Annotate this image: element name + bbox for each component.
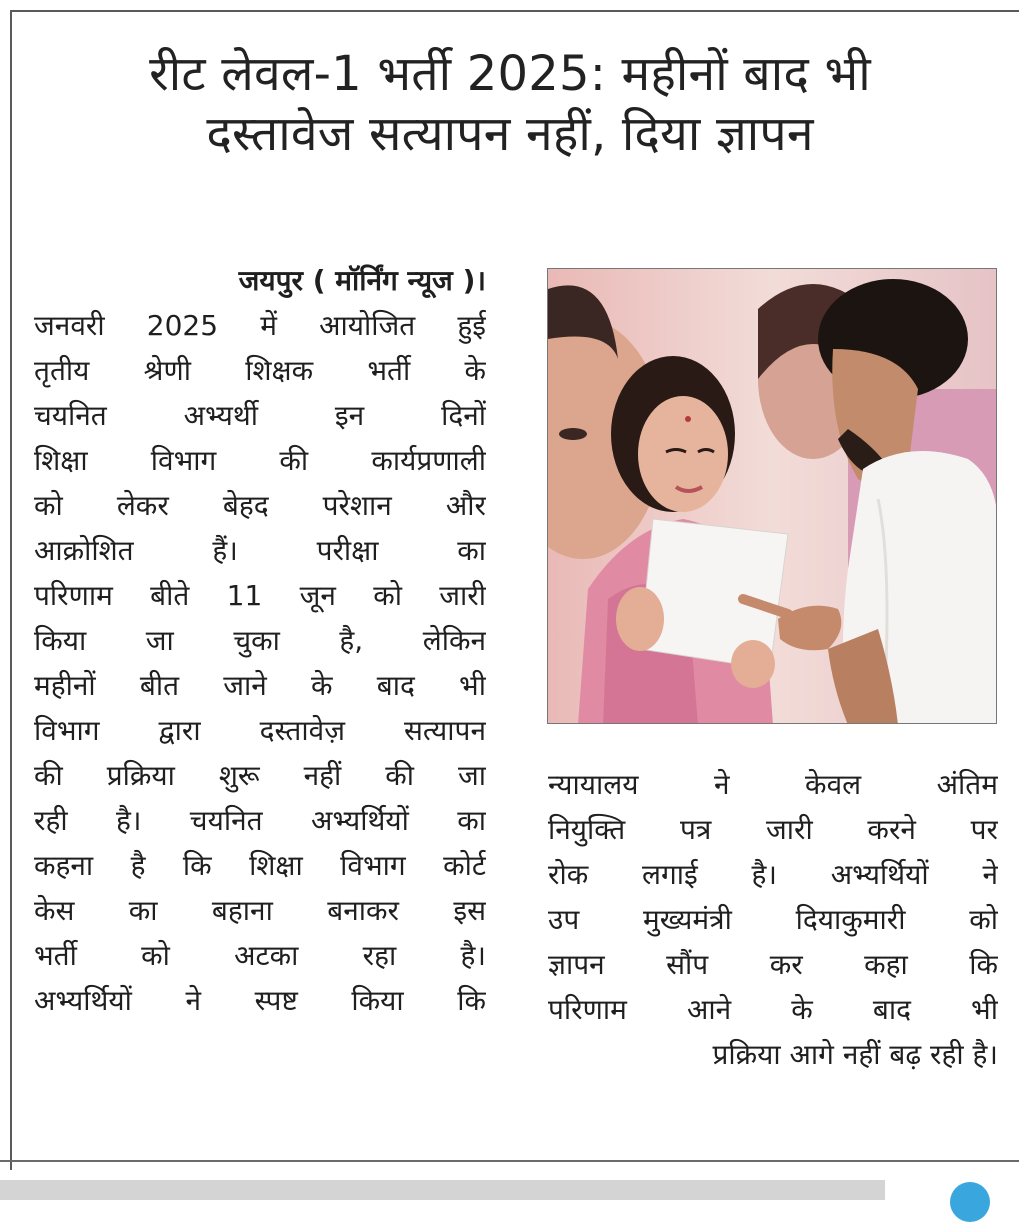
body-line: ज्ञापन सौंप कर कहा कि [548, 948, 998, 981]
body-line: आक्रोशित हैं। परीक्षा का [34, 534, 486, 567]
dateline: जयपुर ( मॉर्निंग न्यूज )। [238, 264, 486, 297]
body-line: तृतीय श्रेणी शिक्षक भर्ती के [34, 354, 486, 387]
corner-badge-icon [950, 1182, 990, 1222]
body-line: परिणाम आने के बाद भी [548, 993, 998, 1026]
body-line: अभ्यर्थियों ने स्पष्ट किया कि [34, 984, 486, 1017]
bottom-strip [0, 1180, 885, 1200]
body-line: चयनित अभ्यर्थी इन दिनों [34, 399, 486, 432]
body-line: उप मुख्यमंत्री दियाकुमारी को [548, 903, 998, 936]
body-line: किया जा चुका है, लेकिन [34, 624, 486, 657]
body-line: रही है। चयनित अभ्यर्थियों का [34, 804, 486, 837]
article-column-right [548, 762, 998, 1077]
body-line: विभाग द्वारा दस्तावेज़ सत्यापन [34, 714, 486, 747]
body-line: को लेकर बेहद परेशान और [34, 489, 486, 522]
body-line: परिणाम बीते 11 जून को जारी [34, 579, 486, 612]
body-line: केस का बहाना बनाकर इस [34, 894, 486, 927]
body-line: रोक लगाई है। अभ्यर्थियों ने [548, 858, 998, 891]
body-line: शिक्षा विभाग की कार्यप्रणाली [34, 444, 486, 477]
body-line: जनवरी 2025 में आयोजित हुई [34, 309, 486, 342]
body-line: महीनों बीत जाने के बाद भी [34, 669, 486, 702]
body-line: प्रक्रिया आगे नहीं बढ़ रही है। [712, 1038, 998, 1071]
body-line: कहना है कि शिक्षा विभाग कोर्ट [34, 849, 486, 882]
body-line: भर्ती को अटका रहा है। [34, 939, 486, 972]
headline-line-2: दस्तावेज सत्यापन नहीं, दिया ज्ञापन [206, 106, 814, 162]
body-line: की प्रक्रिया शुरू नहीं की जा [34, 759, 486, 792]
news-photo [547, 268, 997, 724]
bottom-rule [0, 1160, 1019, 1162]
headline [20, 44, 1000, 164]
news-photo-illustration [548, 269, 997, 724]
article-column-left [34, 258, 486, 1023]
headline-line-1: रीट लेवल-1 भर्ती 2025: महीनों बाद भी [149, 46, 871, 102]
body-line: नियुक्ति पत्र जारी करने पर [548, 813, 998, 846]
body-line: न्यायालय ने केवल अंतिम [548, 768, 998, 801]
